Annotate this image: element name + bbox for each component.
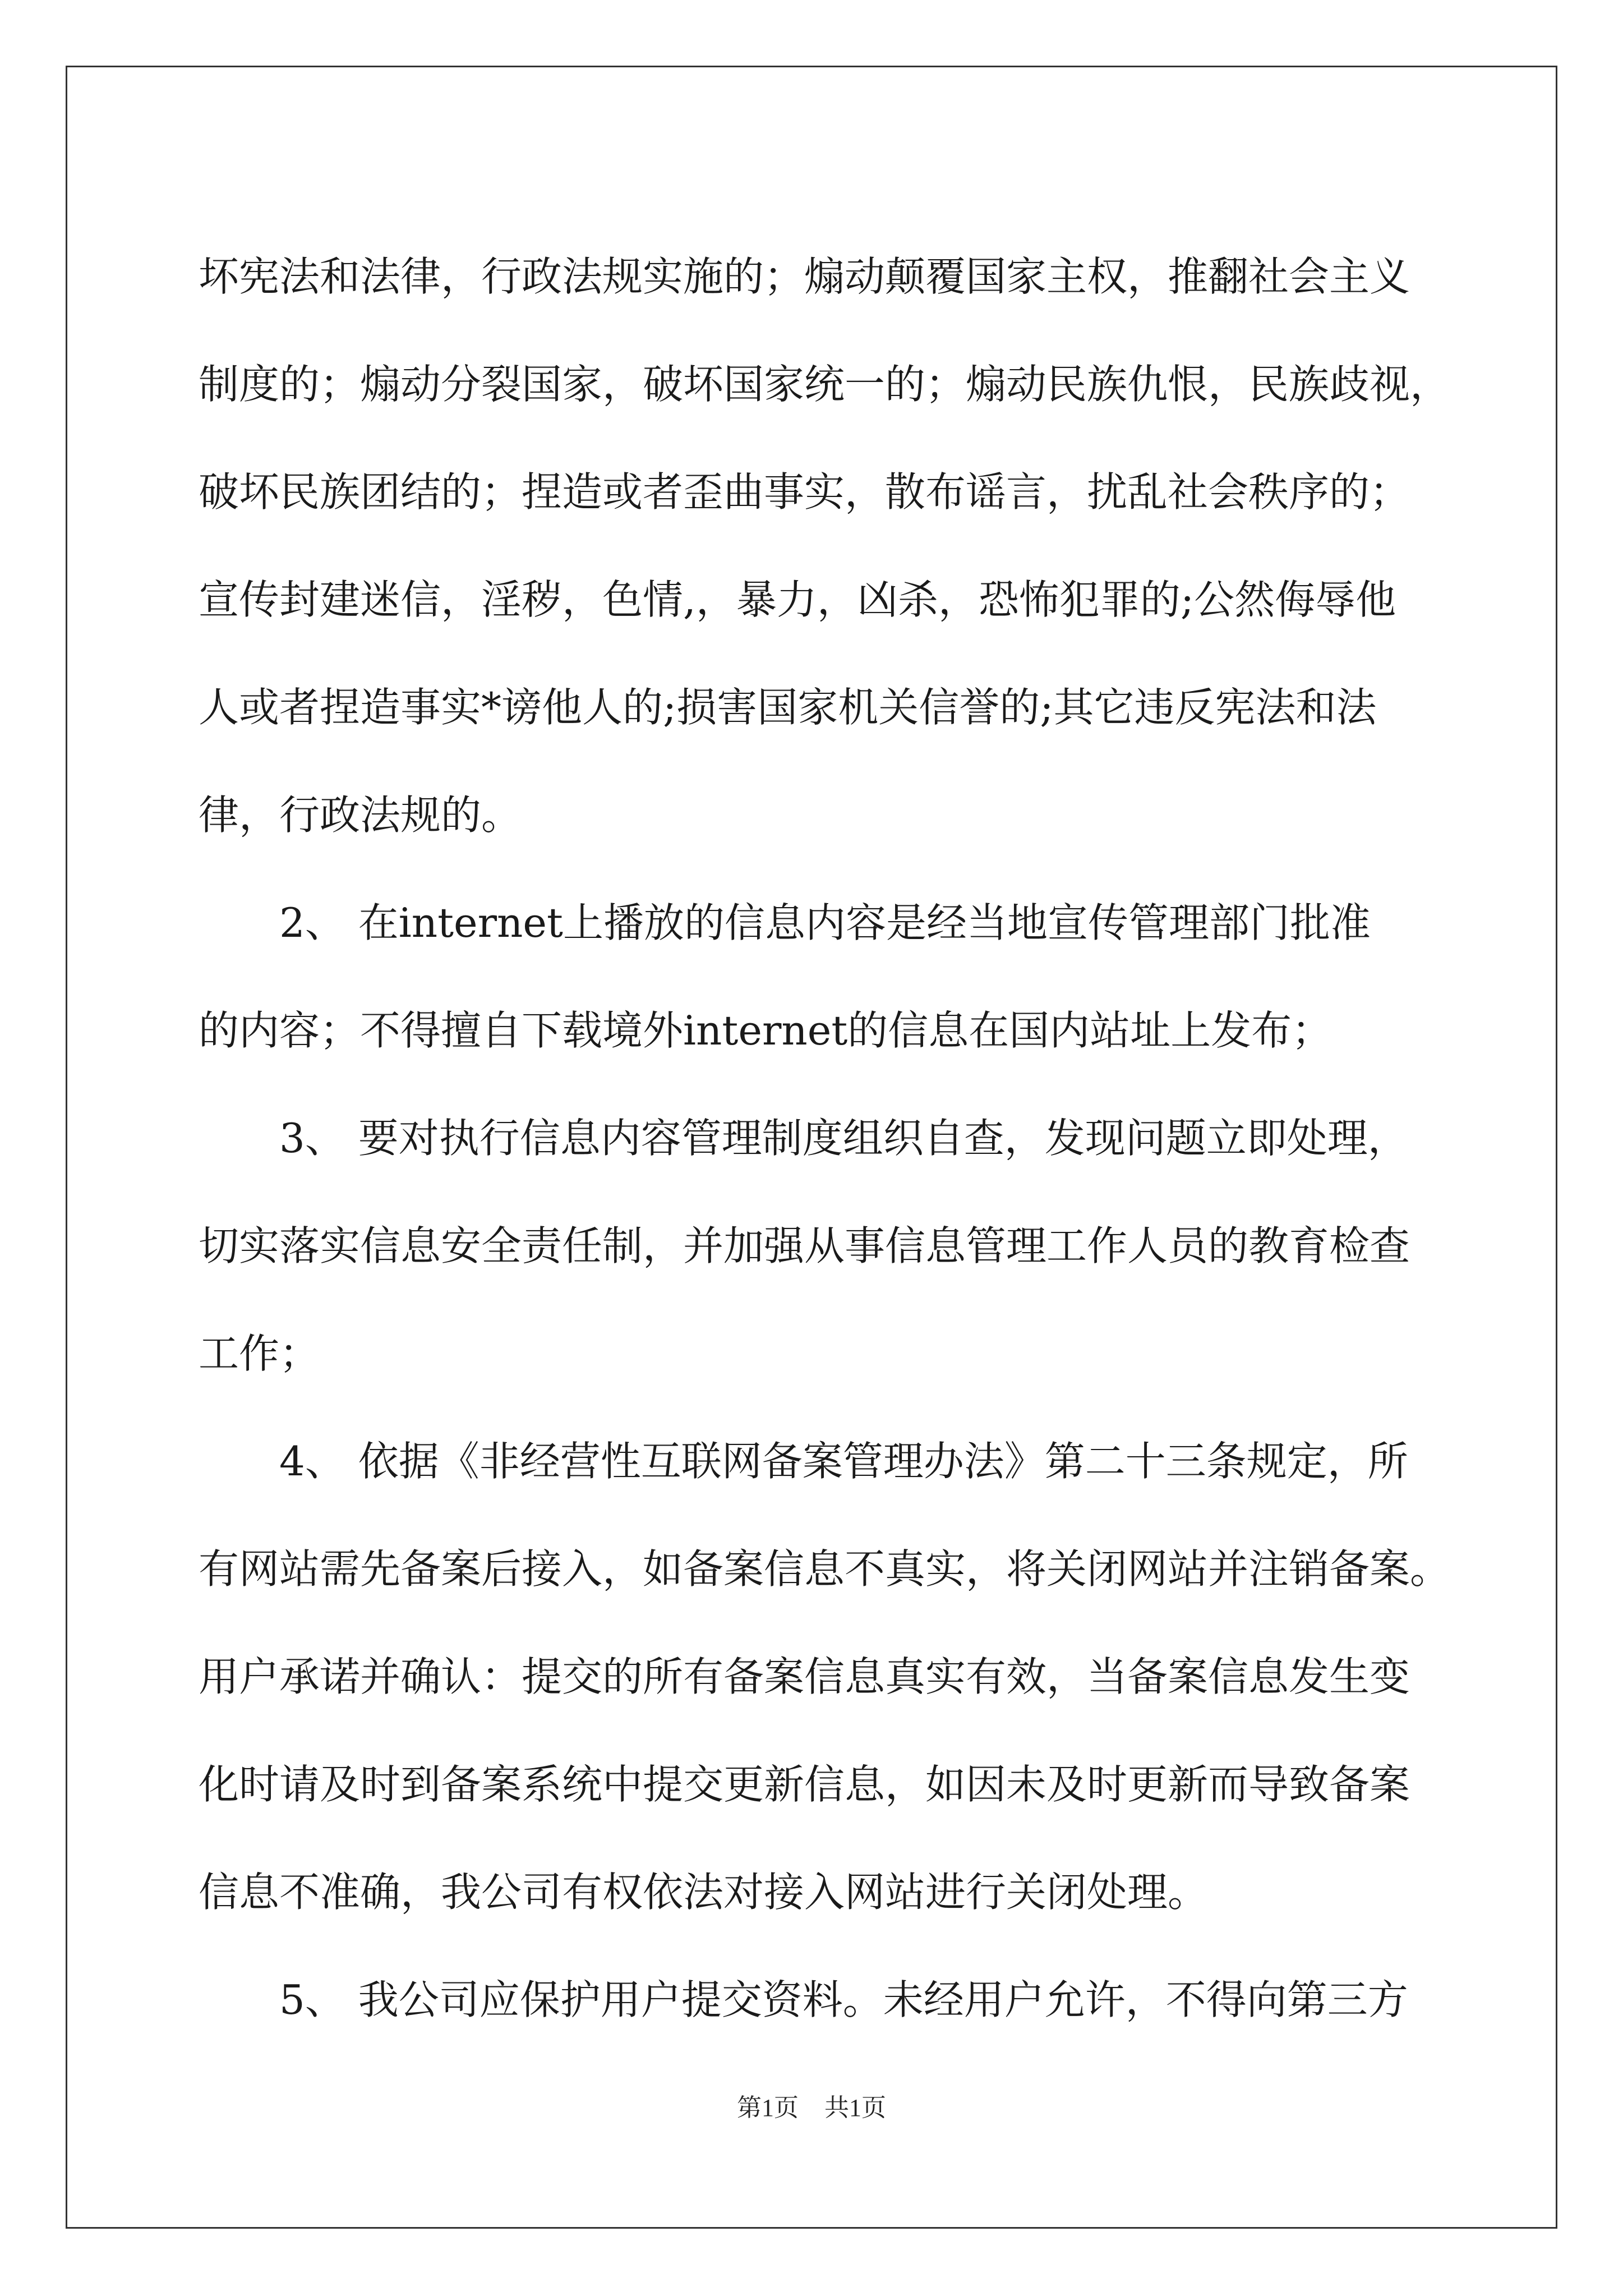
text-line: 切实落实信息安全责任制，并加强从事信息管理工作人员的教育检查 [199, 1222, 1410, 1269]
page-total: 共1页 [824, 2094, 886, 2122]
document-body [199, 223, 1488, 2054]
text-line: 2、 在internet上播放的信息内容是经当地宣传管理部门批准 [199, 899, 1371, 946]
text-line: 律，行政法规的。 [199, 792, 522, 839]
text-line: 5、 我公司应保护用户提交资料。未经用户允许，不得向第三方 [199, 1976, 1408, 2023]
text-line: 4、 依据《非经营性互联网备案管理办法》第二十三条规定，所 [199, 1438, 1408, 1485]
text-line: 制度的；煽动分裂国家，破坏国家统一的；煽动民族仇恨，民族歧视， [199, 361, 1451, 408]
text-line: 破坏民族团结的；捏造或者歪曲事实，散布谣言，扰乱社会秩序的； [199, 468, 1410, 516]
text-line: 工作； [199, 1330, 320, 1377]
text-line: 坏宪法和法律，行政法规实施的；煽动颠覆国家主权，推翻社会主义 [199, 253, 1410, 300]
text-line: 信息不准确，我公司有权依法对接入网站进行关闭处理。 [199, 1869, 1209, 1916]
text-line: 化时请及时到备案系统中提交更新信息，如因未及时更新而导致备案 [199, 1761, 1410, 1808]
page-footer [0, 2091, 1623, 2125]
text-line: 人或者捏造事实*谤他人的;损害国家机关信誉的;其它违反宪法和法 [199, 684, 1377, 731]
text-line: 有网站需先备案后接入，如备案信息不真实，将关闭网站并注销备案。 [199, 1545, 1451, 1593]
text-line: 用户承诺并确认：提交的所有备案信息真实有效，当备案信息发生变 [199, 1653, 1410, 1700]
text-line: 的内容；不得擅自下载境外internet的信息在国内站址上发布； [199, 1007, 1332, 1054]
text-line: 宣传封建迷信，淫秽，色情,，暴力，凶杀，恐怖犯罪的;公然侮辱他 [199, 576, 1396, 623]
text-line: 3、 要对执行信息内容管理制度组织自查，发现问题立即处理， [199, 1115, 1408, 1162]
page-number: 第1页 [737, 2094, 799, 2122]
